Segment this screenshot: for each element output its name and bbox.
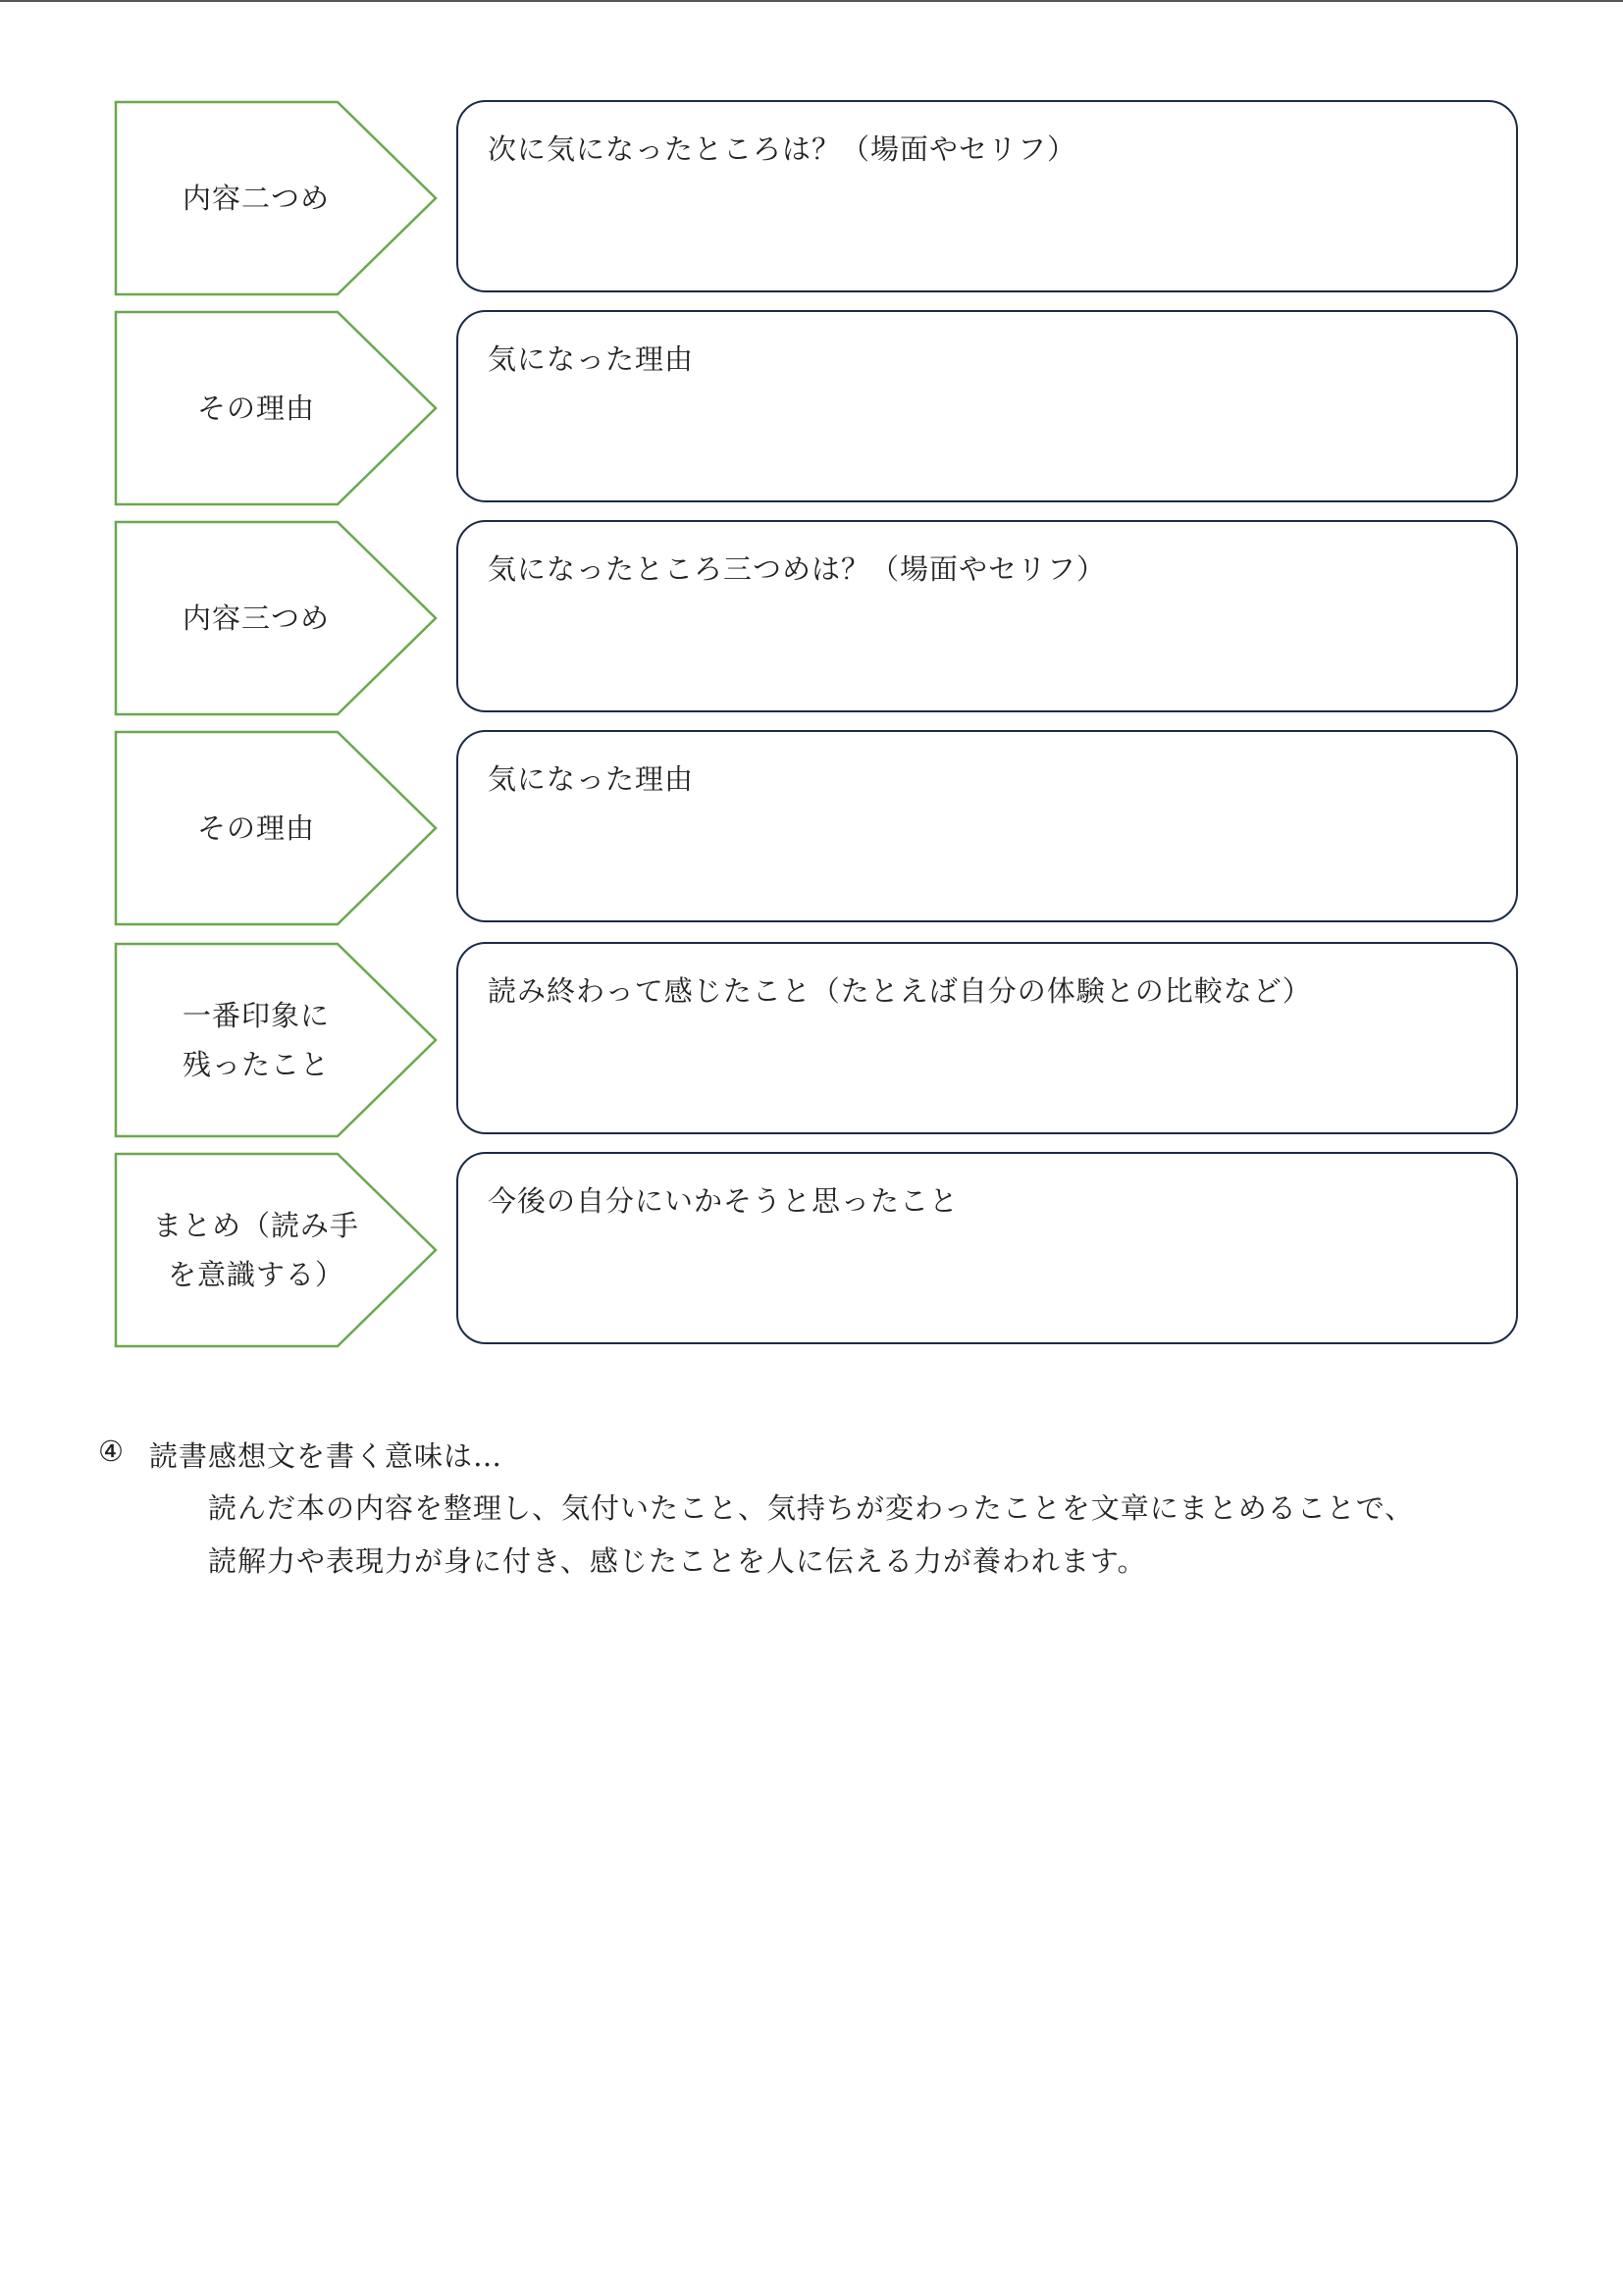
answer-box[interactable] [456,1152,1518,1344]
answer-box[interactable] [456,730,1518,922]
row-label [114,942,398,1138]
row-label-line-1: 一番印象に [182,999,330,1032]
row-label: 内容二つめ [182,182,330,215]
worksheet-row-reason-3 [0,730,1623,926]
label-pentagon [114,100,440,296]
meaning-section-body [208,1482,1414,1588]
box-prompt: 読み終わって感じたこと（たとえば自分の体験との比較など） [488,974,1312,1008]
answer-box[interactable] [456,942,1518,1134]
worksheet-row-reason-2 [0,310,1623,506]
worksheet-row-content-2 [0,100,1623,296]
box-prompt: 気になったところ三つめは？（場面やセリフ） [488,552,1107,586]
box-prompt: 気になった理由 [488,762,695,796]
label-pentagon [114,942,440,1138]
page-top-rule [0,0,1623,2]
section-heading: 読書感想文を書く意味は… [149,1439,503,1473]
worksheet-row-summary [0,1152,1623,1348]
row-label [114,1152,398,1348]
answer-box[interactable] [456,310,1518,502]
worksheet-row-content-3 [0,520,1623,716]
label-pentagon [114,1152,440,1348]
box-prompt: 気になった理由 [488,342,695,376]
box-prompt: 次に気になったところは？（場面やセリフ） [488,132,1077,166]
answer-box[interactable] [456,100,1518,292]
row-label: その理由 [196,391,315,425]
row-label-line-2: 残ったこと [182,1048,330,1081]
box-prompt: 今後の自分にいかそうと思ったこと [488,1184,960,1218]
row-label: その理由 [196,811,315,845]
row-label-line-2: を意識する） [167,1258,344,1291]
label-pentagon [114,310,440,506]
label-pentagon [114,730,440,926]
answer-box[interactable] [456,520,1518,712]
worksheet-row-impression [0,942,1623,1138]
section-number: ④ [98,1435,125,1468]
label-pentagon [114,520,440,716]
body-line-2: 読解力や表現力が身に付き、感じたことを人に伝える力が養われます。 [208,1544,1147,1578]
row-label-line-1: まとめ（読み手 [152,1209,359,1242]
row-label: 内容三つめ [182,601,330,635]
body-line-1: 読んだ本の内容を整理し、気付いたこと、気持ちが変わったことを文章にまとめることで、 [208,1491,1415,1525]
